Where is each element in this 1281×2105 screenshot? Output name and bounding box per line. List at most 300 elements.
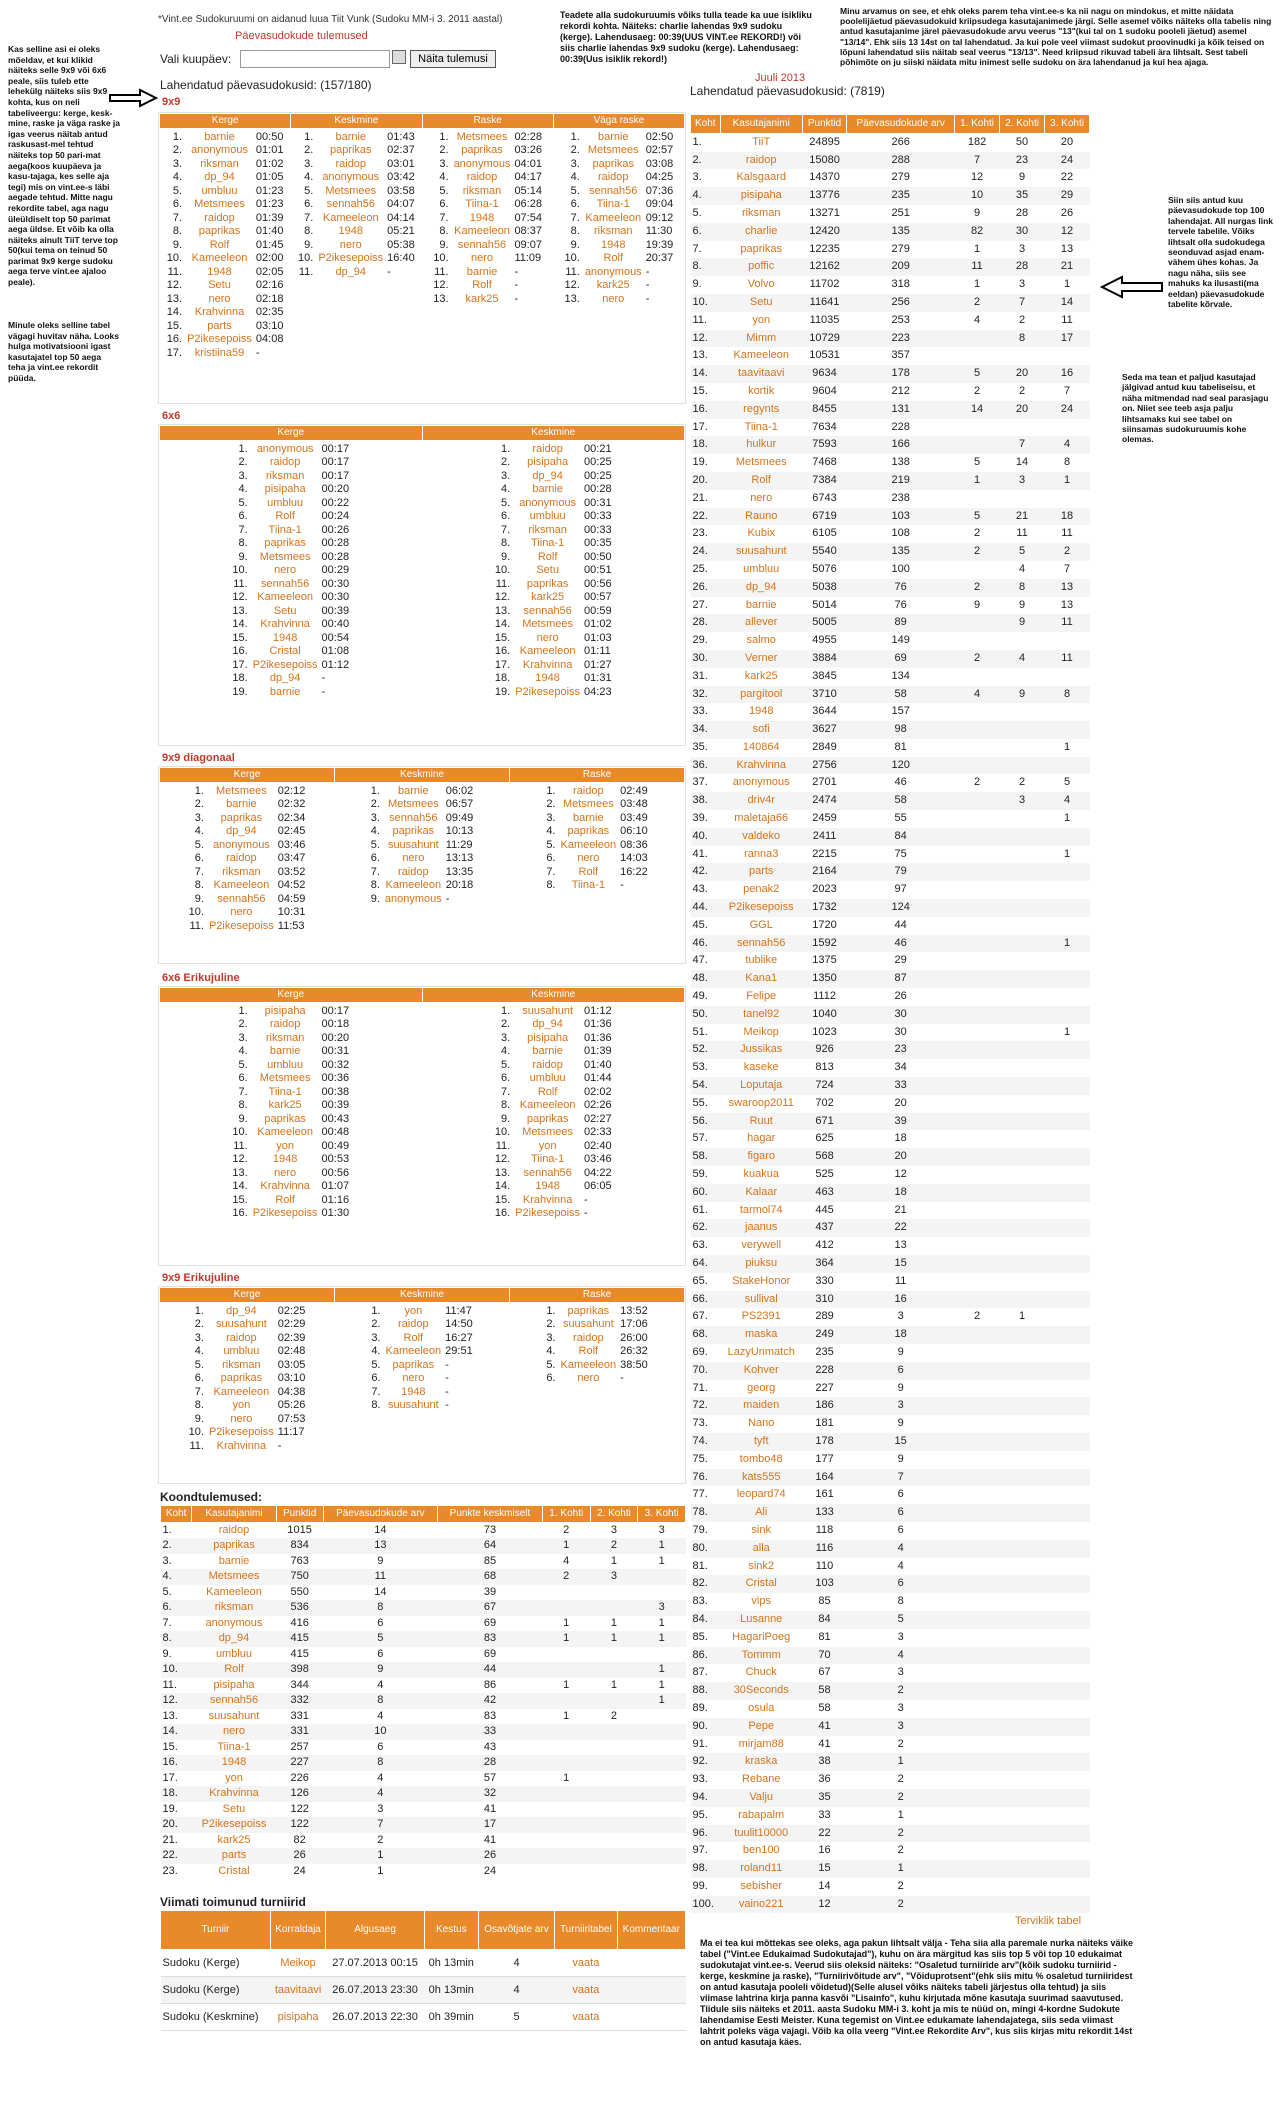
user-link[interactable]: pisipaha xyxy=(740,189,782,202)
user-link[interactable]: Kubix xyxy=(747,527,775,540)
user-link[interactable]: 1948 xyxy=(207,265,232,278)
user-link[interactable]: 1948 xyxy=(535,672,560,684)
user-link[interactable]: Rolf xyxy=(472,279,492,291)
user-link[interactable]: raidop xyxy=(269,1018,301,1030)
user-link[interactable]: Rolf xyxy=(578,1345,599,1357)
user-link[interactable]: Meikop xyxy=(270,1950,326,1977)
user-link[interactable]: hagar xyxy=(747,1132,776,1145)
user-link[interactable]: vaata xyxy=(555,2004,617,2031)
user-link[interactable]: mirjam88 xyxy=(738,1737,784,1750)
user-link[interactable]: paprikas xyxy=(567,1304,610,1317)
user-link[interactable]: Cristal xyxy=(269,645,301,657)
user-link[interactable]: raidop xyxy=(597,171,629,183)
user-link[interactable]: P2ikesepoiss xyxy=(208,1426,274,1438)
user-link[interactable]: Rauno xyxy=(745,509,778,522)
user-link[interactable]: sennah56 xyxy=(217,892,266,905)
user-link[interactable]: Krahvinna xyxy=(736,758,786,771)
user-link[interactable]: HagariPoeg xyxy=(732,1630,791,1643)
user-link[interactable]: yon xyxy=(404,1304,423,1317)
user-link[interactable]: anonymous xyxy=(384,892,442,905)
user-link[interactable]: sullival xyxy=(744,1292,778,1305)
user-link[interactable]: barnie xyxy=(466,265,498,278)
user-link[interactable]: Rolf xyxy=(224,1663,244,1675)
user-link[interactable]: kortik xyxy=(748,384,775,397)
user-link[interactable]: umbluu xyxy=(529,510,566,522)
user-link[interactable]: valdeko xyxy=(742,829,781,842)
user-link[interactable]: Tiina-1 xyxy=(268,523,302,536)
user-link[interactable]: Metsmees xyxy=(194,198,245,210)
user-link[interactable]: parts xyxy=(207,319,232,332)
user-link[interactable]: Setu xyxy=(208,279,231,291)
user-link[interactable]: pisipaha xyxy=(527,1031,569,1044)
user-link[interactable]: dp_94 xyxy=(226,825,257,837)
user-link[interactable]: paprikas xyxy=(392,1358,435,1371)
user-link[interactable]: anonymous xyxy=(453,157,511,170)
user-link[interactable]: roland11 xyxy=(740,1862,783,1875)
user-link[interactable]: P2ikesepoiss xyxy=(515,1207,581,1219)
user-link[interactable]: tanel92 xyxy=(743,1007,780,1020)
user-link[interactable]: raidop xyxy=(226,852,257,864)
user-link[interactable]: barnie xyxy=(573,811,604,824)
user-link[interactable]: Tiina-1 xyxy=(217,1740,251,1753)
user-link[interactable]: maiden xyxy=(743,1399,780,1412)
user-link[interactable]: kark25 xyxy=(217,1833,251,1846)
user-link[interactable]: Rolf xyxy=(751,473,771,486)
user-link[interactable]: yon xyxy=(752,313,771,326)
user-link[interactable]: dp_94 xyxy=(204,171,235,183)
user-link[interactable]: kristiina59 xyxy=(194,346,245,359)
user-link[interactable]: Meikop xyxy=(743,1025,779,1038)
user-link[interactable]: pisipaha xyxy=(527,456,569,468)
user-link[interactable]: parts xyxy=(748,865,774,878)
user-link[interactable]: paprikas xyxy=(220,811,263,824)
user-link[interactable]: paprikas xyxy=(740,242,782,255)
user-link[interactable]: barnie xyxy=(335,130,367,143)
user-link[interactable]: Valju xyxy=(749,1790,774,1803)
user-link[interactable]: dp_94 xyxy=(532,469,563,482)
user-link[interactable]: Rolf xyxy=(578,865,599,878)
user-link[interactable]: suusahunt xyxy=(735,545,787,558)
user-link[interactable]: swaroop2011 xyxy=(728,1096,794,1109)
user-link[interactable]: sennah56 xyxy=(523,1166,572,1179)
user-link[interactable]: dp_94 xyxy=(745,580,777,593)
user-link[interactable]: kuakua xyxy=(743,1168,779,1181)
user-link[interactable]: yon xyxy=(225,1771,243,1784)
user-link[interactable]: jaanus xyxy=(745,1221,778,1234)
user-link[interactable]: Kameeleon xyxy=(322,211,379,224)
user-link[interactable]: Metsmees xyxy=(522,618,573,630)
user-link[interactable]: Metsmees xyxy=(208,1570,260,1582)
user-link[interactable]: anonymous xyxy=(732,776,790,789)
user-link[interactable]: Kameeleon xyxy=(454,225,510,237)
user-link[interactable]: nero xyxy=(402,1372,425,1384)
user-link[interactable]: suusahunt xyxy=(522,1004,574,1017)
user-link[interactable]: Setu xyxy=(536,564,559,576)
user-link[interactable]: Metsmees xyxy=(522,1126,573,1138)
user-link[interactable]: dp_94 xyxy=(226,1304,257,1317)
user-link[interactable]: nero xyxy=(274,564,297,576)
user-link[interactable]: pisipaha xyxy=(270,2004,326,2031)
user-link[interactable]: vips xyxy=(751,1595,771,1608)
user-link[interactable]: 1948 xyxy=(221,1756,247,1768)
user-link[interactable]: hulkur xyxy=(746,438,777,451)
user-link[interactable]: sennah56 xyxy=(209,1694,259,1706)
user-link[interactable]: piuksu xyxy=(745,1257,778,1269)
user-link[interactable]: paprikas xyxy=(264,1112,306,1125)
user-link[interactable]: Kameeleon xyxy=(213,1385,270,1398)
user-link[interactable]: umbluu xyxy=(267,1058,304,1071)
user-link[interactable]: raidop xyxy=(335,157,367,170)
user-link[interactable]: barnie xyxy=(532,483,563,495)
user-link[interactable]: sofi xyxy=(752,723,770,736)
date-input[interactable] xyxy=(240,50,390,68)
user-link[interactable]: anonymous xyxy=(584,265,642,278)
user-link[interactable]: riksman xyxy=(528,523,567,536)
user-link[interactable]: Setu xyxy=(273,604,297,617)
user-link[interactable]: Metsmees xyxy=(325,184,377,197)
user-link[interactable]: barnie xyxy=(532,1045,563,1057)
user-link[interactable]: driv4r xyxy=(747,794,775,807)
user-link[interactable]: Rolf xyxy=(403,1331,424,1344)
user-link[interactable]: Kalsgaard xyxy=(736,171,786,184)
user-link[interactable]: pisipaha xyxy=(213,1678,255,1691)
user-link[interactable]: Kameeleon xyxy=(257,1126,313,1138)
user-link[interactable]: nero xyxy=(536,631,559,644)
user-link[interactable]: Kameeleon xyxy=(191,252,248,264)
user-link[interactable]: Kameeleon xyxy=(385,1345,442,1357)
user-link[interactable]: Krahvinna xyxy=(260,1180,310,1192)
user-link[interactable]: Tiina-1 xyxy=(268,1085,302,1098)
user-link[interactable]: paprikas xyxy=(592,157,635,170)
user-link[interactable]: osula xyxy=(748,1701,775,1714)
user-link[interactable]: Kameeleon xyxy=(206,1585,262,1598)
user-link[interactable]: dp_94 xyxy=(269,672,301,684)
user-link[interactable]: Rolf xyxy=(537,1085,558,1098)
user-link[interactable]: ben100 xyxy=(742,1844,780,1857)
user-link[interactable]: Lusanne xyxy=(740,1612,783,1625)
user-link[interactable]: Kohver xyxy=(743,1363,779,1376)
user-link[interactable]: Setu xyxy=(222,1802,246,1815)
user-link[interactable]: kaseke xyxy=(743,1061,779,1074)
user-link[interactable]: riksman xyxy=(593,225,633,237)
calendar-icon[interactable] xyxy=(392,50,406,64)
user-link[interactable]: figaro xyxy=(747,1150,775,1163)
user-link[interactable]: Setu xyxy=(749,295,773,308)
user-link[interactable]: charlie xyxy=(745,224,778,237)
user-link[interactable]: sennah56 xyxy=(737,936,786,949)
user-link[interactable]: P2ikesepoiss xyxy=(252,658,318,671)
user-link[interactable]: Krahvinna xyxy=(209,1787,259,1799)
user-link[interactable]: paprikas xyxy=(392,825,435,837)
user-link[interactable]: barnie xyxy=(218,1554,250,1567)
user-link[interactable]: anonymous xyxy=(519,496,577,509)
user-link[interactable]: georg xyxy=(747,1381,776,1394)
user-link[interactable]: nero xyxy=(222,1725,245,1737)
user-link[interactable]: Krahvinna xyxy=(522,658,573,671)
user-link[interactable]: umbluu xyxy=(529,1072,566,1084)
user-link[interactable]: Kalaar xyxy=(745,1185,778,1198)
user-link[interactable]: P2ikesepoiss xyxy=(252,1207,318,1219)
user-link[interactable]: umbluu xyxy=(201,184,238,197)
user-link[interactable]: tarmol74 xyxy=(739,1203,783,1216)
user-link[interactable]: pargitool xyxy=(740,687,783,700)
show-results-button[interactable]: Näita tulemusi xyxy=(410,50,496,68)
user-link[interactable]: P2ikesepoiss xyxy=(201,1818,267,1830)
user-link[interactable]: nero xyxy=(230,906,253,918)
user-link[interactable]: Rolf xyxy=(537,550,558,563)
user-link[interactable]: Metsmees xyxy=(456,130,508,143)
user-link[interactable]: suusahunt xyxy=(562,1318,614,1330)
user-link[interactable]: P2ikesepoiss xyxy=(728,901,794,914)
user-link[interactable]: paprikas xyxy=(213,1539,255,1551)
user-link[interactable]: Nano xyxy=(748,1417,775,1430)
user-link[interactable]: pisipaha xyxy=(264,1004,306,1017)
user-link[interactable]: dp_94 xyxy=(532,1018,563,1030)
user-link[interactable]: paprikas xyxy=(526,1112,569,1125)
user-link[interactable]: barnie xyxy=(597,130,629,143)
user-link[interactable]: P2ikesepoiss xyxy=(187,333,252,345)
user-link[interactable]: vaata xyxy=(555,1977,617,2004)
user-link[interactable]: Krahvinna xyxy=(522,1193,573,1206)
user-link[interactable]: sennah56 xyxy=(389,811,438,824)
user-link[interactable]: paprikas xyxy=(264,537,306,549)
user-link[interactable]: raidop xyxy=(226,1331,257,1344)
user-link[interactable]: LazyUnmatch xyxy=(727,1345,795,1358)
user-link[interactable]: leopard74 xyxy=(736,1488,786,1501)
user-link[interactable]: anonymous xyxy=(322,171,380,183)
user-link[interactable]: taavitaavi xyxy=(737,367,785,380)
user-link[interactable]: Tommm xyxy=(741,1648,781,1661)
user-link[interactable]: Verner xyxy=(745,651,778,664)
user-link[interactable]: umbluu xyxy=(267,496,304,509)
user-link[interactable]: raidop xyxy=(204,211,235,224)
user-link[interactable]: suusahunt xyxy=(387,838,439,851)
user-link[interactable]: Tiina-1 xyxy=(531,1153,565,1165)
user-link[interactable]: yon xyxy=(276,1139,294,1152)
user-link[interactable]: Tiina-1 xyxy=(571,879,605,891)
user-link[interactable]: nero xyxy=(470,252,494,264)
user-link[interactable]: vaino221 xyxy=(738,1897,784,1910)
user-link[interactable]: 1948 xyxy=(601,238,626,251)
user-link[interactable]: 1948 xyxy=(401,1385,426,1398)
user-link[interactable]: Tiina-1 xyxy=(744,420,778,433)
user-link[interactable]: maska xyxy=(745,1328,778,1341)
user-link[interactable]: ranna3 xyxy=(744,847,779,860)
user-link[interactable]: raidop xyxy=(745,153,777,166)
user-link[interactable]: tyft xyxy=(753,1434,769,1447)
user-link[interactable]: 1948 xyxy=(535,1180,560,1192)
user-link[interactable]: GGL xyxy=(749,918,773,931)
user-link[interactable]: raidop xyxy=(532,442,563,455)
user-link[interactable]: kats555 xyxy=(741,1470,781,1483)
user-link[interactable]: Tiina-1 xyxy=(531,537,565,549)
user-link[interactable]: riksman xyxy=(222,1358,261,1371)
user-link[interactable]: Kameeleon xyxy=(519,1099,576,1111)
user-link[interactable]: P2ikesepoiss xyxy=(515,685,581,698)
user-link[interactable]: anonymous xyxy=(212,838,270,851)
user-link[interactable]: Cristal xyxy=(745,1577,777,1590)
user-link[interactable]: barnie xyxy=(745,598,777,611)
user-link[interactable]: Rolf xyxy=(209,238,230,251)
user-link[interactable]: riksman xyxy=(265,1031,305,1044)
user-link[interactable]: barnie xyxy=(226,798,257,810)
user-link[interactable]: Rebane xyxy=(741,1773,781,1786)
user-link[interactable]: kark25 xyxy=(531,591,565,603)
user-link[interactable]: raidop xyxy=(573,784,604,797)
user-link[interactable]: tombo48 xyxy=(739,1452,783,1465)
user-link[interactable]: sink xyxy=(751,1523,771,1536)
user-link[interactable]: alla xyxy=(752,1541,770,1554)
user-link[interactable]: sennah56 xyxy=(523,604,572,617)
user-link[interactable]: parts xyxy=(221,1849,247,1861)
user-link[interactable]: paprikas xyxy=(526,577,569,590)
user-link[interactable]: Metsmees xyxy=(562,798,614,810)
user-link[interactable]: Chuck xyxy=(745,1666,777,1679)
user-link[interactable]: umbluu xyxy=(223,1345,260,1357)
user-link[interactable]: Kameeleon xyxy=(257,591,313,603)
user-link[interactable]: regynts xyxy=(743,402,780,415)
user-link[interactable]: sennah56 xyxy=(589,184,638,197)
user-link[interactable]: paprikas xyxy=(461,144,503,156)
user-link[interactable]: barnie xyxy=(269,1045,301,1057)
user-link[interactable]: Kameeleon xyxy=(385,879,442,891)
user-link[interactable]: rabapalm xyxy=(738,1808,785,1821)
user-link[interactable]: raidop xyxy=(218,1523,250,1536)
user-link[interactable]: PS2391 xyxy=(741,1310,781,1323)
user-link[interactable]: Kameeleon xyxy=(560,838,617,851)
user-link[interactable]: sebisher xyxy=(740,1879,782,1892)
user-link[interactable]: raidop xyxy=(466,171,498,183)
user-link[interactable]: kark25 xyxy=(465,292,499,305)
user-link[interactable]: Tiina-1 xyxy=(596,198,630,210)
user-link[interactable]: Krahvinna xyxy=(216,1439,267,1452)
user-link[interactable]: Cristal xyxy=(218,1864,250,1877)
user-link[interactable]: 1948 xyxy=(469,211,495,224)
user-link[interactable]: poffic xyxy=(748,260,775,273)
user-link[interactable]: dp_94 xyxy=(335,265,367,278)
user-link[interactable]: vaata xyxy=(555,1950,617,1977)
user-link[interactable]: barnie xyxy=(269,685,301,698)
user-link[interactable]: sennah56 xyxy=(326,198,375,210)
user-link[interactable]: Rolf xyxy=(275,1193,295,1206)
user-link[interactable]: Metsmees xyxy=(216,784,267,797)
user-link[interactable]: nero xyxy=(230,1412,253,1425)
user-link[interactable]: umbluu xyxy=(215,1647,253,1660)
user-link[interactable]: yon xyxy=(538,1139,557,1152)
user-link[interactable]: raidop xyxy=(398,865,429,878)
user-link[interactable]: P2ikesepoiss xyxy=(208,919,274,932)
user-link[interactable]: nero xyxy=(750,491,773,504)
user-link[interactable]: riksman xyxy=(214,1601,254,1613)
user-link[interactable]: raidop xyxy=(269,456,301,468)
user-link[interactable]: riksman xyxy=(462,184,502,197)
user-link[interactable]: sennah56 xyxy=(260,577,310,590)
user-link[interactable]: nero xyxy=(208,292,231,305)
user-link[interactable]: Felipe xyxy=(746,990,777,1003)
user-link[interactable]: maletaja66 xyxy=(734,812,789,825)
user-link[interactable]: Volvo xyxy=(747,278,775,291)
user-link[interactable]: tublike xyxy=(745,954,778,967)
user-link[interactable]: paprikas xyxy=(220,1372,263,1384)
user-link[interactable]: kark25 xyxy=(268,1099,302,1111)
user-link[interactable]: kark25 xyxy=(744,669,778,682)
user-link[interactable]: nero xyxy=(274,1166,297,1179)
user-link[interactable]: tuulit10000 xyxy=(734,1826,789,1839)
user-link[interactable]: suusahunt xyxy=(208,1709,260,1722)
user-link[interactable]: Metsmees xyxy=(387,798,439,810)
user-link[interactable]: Kameeleon xyxy=(585,211,642,224)
user-link[interactable]: allever xyxy=(745,616,778,629)
user-link[interactable]: raidop xyxy=(532,1058,563,1071)
user-link[interactable]: StakeHonor xyxy=(732,1274,791,1287)
user-link[interactable]: nero xyxy=(602,292,625,305)
user-link[interactable]: paprikas xyxy=(198,225,241,237)
user-link[interactable]: Krahvinna xyxy=(260,618,310,630)
user-link[interactable]: sennah56 xyxy=(457,238,507,251)
user-link[interactable]: yon xyxy=(232,1399,251,1411)
user-link[interactable]: P2ikesepoiss xyxy=(318,252,384,264)
user-link[interactable]: Kameeleon xyxy=(519,645,576,657)
user-link[interactable]: salmo xyxy=(746,634,776,647)
user-link[interactable]: riksman xyxy=(200,157,239,170)
user-link[interactable]: kraska xyxy=(745,1755,778,1768)
user-link[interactable]: Metsmees xyxy=(259,1072,311,1084)
full-table-link[interactable]: Terviklik tabel xyxy=(1015,1915,1082,1927)
user-link[interactable]: paprikas xyxy=(329,144,372,156)
user-link[interactable]: 1948 xyxy=(338,225,363,237)
user-link[interactable]: pisipaha xyxy=(264,483,306,495)
user-link[interactable]: nero xyxy=(402,852,425,864)
user-link[interactable]: verywell xyxy=(741,1239,782,1252)
user-link[interactable]: suusahunt xyxy=(387,1399,439,1411)
user-link[interactable]: Kameeleon xyxy=(213,879,270,891)
user-link[interactable]: raidop xyxy=(398,1318,429,1330)
user-link[interactable]: Kameeleon xyxy=(560,1358,617,1371)
user-link[interactable]: penak2 xyxy=(743,883,780,896)
user-link[interactable]: barnie xyxy=(204,130,235,143)
user-link[interactable]: umbluu xyxy=(743,562,780,575)
user-link[interactable]: 30Seconds xyxy=(733,1684,789,1697)
user-link[interactable]: Kana1 xyxy=(745,972,778,985)
user-link[interactable]: 1948 xyxy=(272,1153,298,1165)
user-link[interactable]: anonymous xyxy=(205,1616,263,1629)
user-link[interactable]: nero xyxy=(577,1372,600,1384)
user-link[interactable]: Rolf xyxy=(603,252,624,264)
user-link[interactable]: Ruut xyxy=(749,1114,773,1127)
user-link[interactable]: Krahvinna xyxy=(194,306,245,318)
user-link[interactable]: Metsmees xyxy=(587,144,639,156)
user-link[interactable]: anonymous xyxy=(191,144,248,156)
user-link[interactable]: Tiina-1 xyxy=(465,198,499,210)
user-link[interactable]: riksman xyxy=(222,865,261,878)
user-link[interactable]: paprikas xyxy=(567,825,610,837)
user-link[interactable]: Jussikas xyxy=(740,1043,783,1056)
user-link[interactable]: sink2 xyxy=(748,1559,775,1572)
user-link[interactable]: 140864 xyxy=(742,740,780,753)
user-link[interactable]: kark25 xyxy=(596,279,630,291)
user-link[interactable]: Rolf xyxy=(275,510,295,522)
user-link[interactable]: Loputaja xyxy=(740,1079,783,1092)
user-link[interactable]: Pepe xyxy=(748,1719,775,1732)
user-link[interactable]: TiiT xyxy=(752,135,771,148)
user-link[interactable]: 1948 xyxy=(748,705,774,718)
user-link[interactable]: Metsmees xyxy=(735,456,787,469)
user-link[interactable]: nero xyxy=(577,852,600,864)
pv-link[interactable]: Päevasudokude tulemused xyxy=(235,30,368,42)
user-link[interactable]: 1948 xyxy=(272,631,298,644)
user-link[interactable]: nero xyxy=(339,238,362,251)
user-link[interactable]: Kameeleon xyxy=(733,349,790,362)
